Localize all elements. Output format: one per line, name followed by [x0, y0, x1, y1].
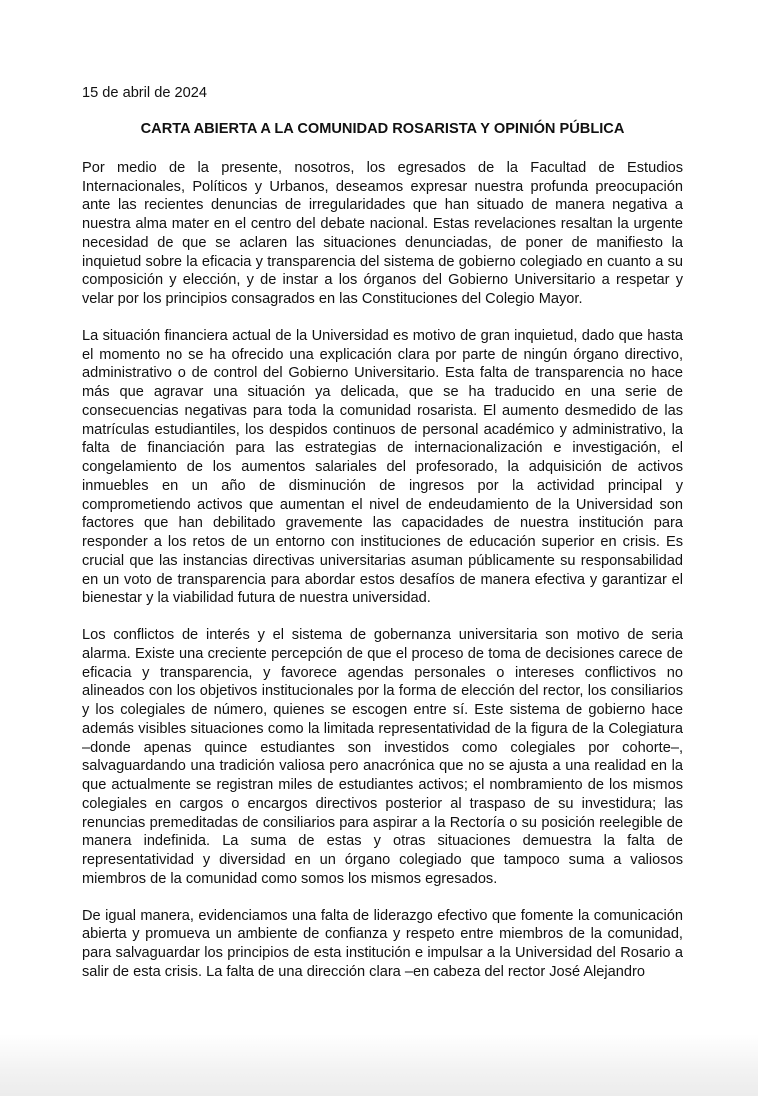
paragraph-2: La situación financiera actual de la Universidad es motivo de gran inquietud, dado que hasta el momento no se ha ofrecido una explicación clara por parte de ningún órgano directivo, administrativo o de control del Gobierno Universitario. Esta falta de transparencia no hace más que agravar una situación ya delicada, que se ha traducido en una serie de consecuencias negativas para toda la comunidad rosarista. El aumento desmedido de las matrículas estudiantiles, los despidos continuos de personal académico y administrativo, la falta de financiación para las estrategias de internacionalización e investigación, el congelamiento de los aumentos salariales del profesorado, la adquisición de activos inmuebles en un año de disminución de ingresos por la actividad principal y comprometiendo activos que aumentan el nivel de endeudamiento de la Universidad son factores que han debilitado gravemente las capacidades de nuestra institución para responder a los retos de un entorno con instituciones de educación superior en crisis. Es crucial que las instancias directivas universitarias asuman públicamente su responsabilidad en un voto de transparencia para abordar estos desafíos de manera efectiva y garantizar el bienestar y la viabilidad futura de nuestra universidad. [82, 327, 683, 607]
paragraph-4: De igual manera, evidenciamos una falta de liderazgo efectivo que fomente la comunicación abierta y promueva un ambiente de confianza y respeto entre miembros de la comunidad, para salvaguardar los principios de esta institución e impulsar a la Universidad del Rosario a salir de esta crisis. La falta de una dirección clara –en cabeza del rector José Alejandro [82, 907, 683, 980]
letter-body [82, 84, 683, 982]
letter-title: CARTA ABIERTA A LA COMUNIDAD ROSARISTA Y OPINIÓN PÚBLICA [140, 121, 625, 137]
paragraph-3: Los conflictos de interés y el sistema de gobernanza universitaria son motivo de seria alarma. Existe una creciente percepción de que el proceso de toma de decisiones carece de eficacia y transparencia, y favorece agendas personales o intereses conflictivos no alineados con los objetivos institucionales por la forma de elección del rector, los consiliarios y los colegiales de número, quienes se escogen entre sí. Este sistema de gobierno hace además visibles situaciones como la limitada representatividad de la figura de la Colegiatura –donde apenas quince estudiantes son investidos como colegiales por cohorte–, salvaguardando una tradición valiosa pero anacrónica que no se ajusta a una realidad en la que actualmente se registran miles de estudiantes activos; el nombramiento de los mismos colegiales en cargos o encargos directivos posterior al traspaso de su investidura; las renuncias premeditadas de consiliarios para aspirar a la Rectoría o su posición reelegible de manera indefinida. La suma de estas y otras situaciones demuestra la falta de representatividad y diversidad en un órgano colegiado que tampoco suma a valiosos miembros de la comunidad como somos los mismos egresados. [82, 627, 683, 887]
page-bottom-shadow [0, 1034, 758, 1096]
letter-date: 15 de abril de 2024 [82, 85, 207, 101]
paragraph-1: Por medio de la presente, nosotros, los egresados de la Facultad de Estudios Internacionales, Políticos y Urbanos, deseamos expresar nuestra profunda preocupación ante las recientes denuncias de irregularidades que han situado de manera negativa a nuestra alma mater en el centro del debate nacional. Estas revelaciones resaltan la urgente necesidad de que se aclaren las situaciones denunciadas, de poner de manifiesto la inquietud sobre la eficacia y transparencia del sistema de gobierno colegiado en cuanto a su composición y elección, y de instar a los órganos del Gobierno Universitario a respetar y velar por los principios consagrados en las Constituciones del Colegio Mayor. [82, 159, 683, 307]
